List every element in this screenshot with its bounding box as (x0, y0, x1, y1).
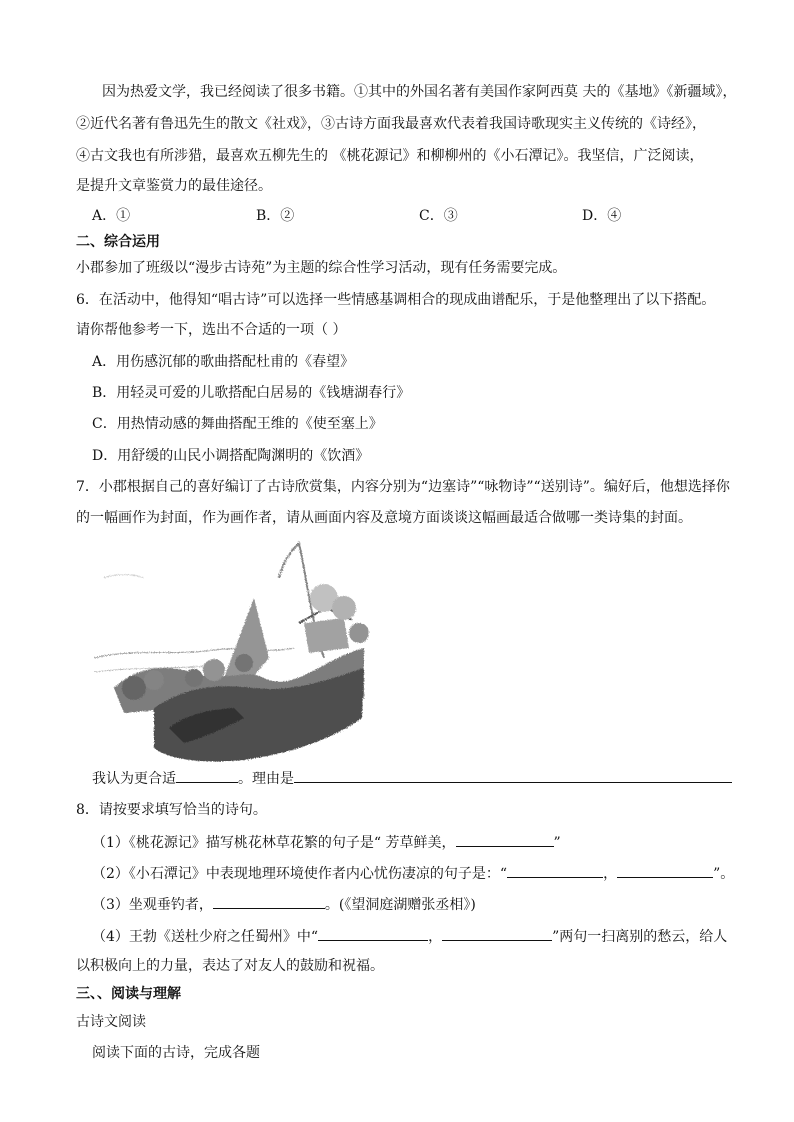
q5-option-d[interactable]: D．④ (582, 208, 622, 224)
q8-part-4-text: （4）王勃《送杜少府之任蜀州》中“ (92, 929, 319, 945)
passage-line-4: 是提升文章鉴赏力的最佳途径。 (76, 178, 272, 194)
q8-part-4-comma: ， (428, 929, 443, 945)
q5-option-b[interactable]: B．② (256, 208, 295, 224)
q6-option-c[interactable]: C．用热情动感的舞曲搭配王维的《使至塞上》 (92, 416, 383, 432)
q5-option-c[interactable]: C．③ (419, 208, 458, 224)
passage-line-1: 因为热爱文学，我已经阅读了很多书籍。①其中的外国名著有美国作家阿西莫 夫的《基地》《新疆域》， (102, 84, 737, 100)
q6-option-a[interactable]: A．用伤感沉郁的歌曲搭配杜甫的《春望》 (92, 354, 355, 370)
q6-option-b[interactable]: B．用轻灵可爱的儿歌搭配白居易的《钱塘湖春行》 (92, 385, 411, 401)
q7-answer-label: 我认为更合适 (92, 771, 176, 787)
q8-part-1-end: ” (553, 835, 561, 851)
q8-part-2-comma: ， (603, 866, 618, 882)
q8-part-2-blank-1[interactable] (507, 863, 603, 878)
section-3-instruction: 阅读下面的古诗，完成各题 (92, 1045, 260, 1061)
q7-line-1: 7．小郡根据自己的喜好编订了古诗欣赏集，内容分别为“边塞诗”“咏物诗”“送别诗”。编好后，他想选择你 (76, 479, 730, 495)
q8-part-4-blank-1[interactable] (318, 926, 428, 941)
q6-line-2: 请你帮他参考一下，选出不合适的一项（ ） (76, 322, 347, 338)
q8-part-4-line-2: 以积极向上的力量，表达了对友人的鼓励和祝福。 (76, 958, 384, 974)
section-2-intro: 小郡参加了班级以“漫步古诗苑”为主题的综合性学习活动，现有任务需要完成。 (76, 260, 567, 276)
q8-part-3-text: （3）坐观垂钓者， (92, 897, 213, 913)
section-3-heading: 三、、阅读与理解 (76, 986, 181, 1002)
q8-part-1 (92, 832, 561, 853)
q8-part-2-text: （2）《小石潭记》中表现地理环境使作者内心忧伤凄凉的句子是：“ (92, 866, 508, 882)
passage-line-2: ②近代名著有鲁迅先生的散文《社戏》，③古诗方面我最喜欢代表着我国诗歌现实主义传统的《诗经》， (76, 116, 706, 132)
q6-line-1: 6．在活动中，他得知“唱古诗”可以选择一些情感基调相合的现成曲谱配乐，于是他整理出了以下搭配。 (76, 292, 716, 308)
section-3-subheading: 古诗文阅读 (76, 1014, 146, 1030)
q6-option-d[interactable]: D．用舒缓的山民小调搭配陶渊明的《饮酒》 (92, 448, 370, 464)
q8-part-2-end: ”。 (713, 866, 735, 882)
q8-part-4-cont: ”两句一扫离别的愁云，给人 (552, 929, 728, 945)
q8-part-3-blank[interactable] (213, 894, 325, 909)
q5-option-a[interactable]: A．① (92, 208, 131, 224)
q8-part-1-blank[interactable] (456, 832, 554, 847)
q7-reason-blank[interactable] (294, 768, 732, 783)
q7-answer-blank-1[interactable] (176, 768, 238, 783)
landscape-painting-image (94, 538, 384, 766)
q8-part-2-blank-2[interactable] (617, 863, 713, 878)
q8-heading: 8．请按要求填写恰当的诗句。 (76, 802, 267, 818)
q8-part-3-source: 。(《望洞庭湖赠张丞相》) (324, 897, 476, 913)
q8-part-4-blank-2[interactable] (442, 926, 552, 941)
q7-reason-label: 。理由是 (238, 771, 294, 787)
q8-part-2 (92, 863, 734, 884)
q8-part-1-text: （1）《桃花源记》描写桃花林草花繁的句子是“ 芳草鲜美， (92, 835, 456, 851)
q8-part-3 (92, 894, 476, 915)
passage-line-3: ④古文我也有所涉猎，最喜欢五柳先生的 《桃花源记》和柳柳州的《小石潭记》。我坚信，广泛阅读， (76, 148, 704, 164)
q7-line-2: 的一幅画作为封面，作为画作者，请从画面内容及意境方面谈谈这幅画最适合做哪一类诗集的封面。 (76, 510, 692, 526)
q8-part-4 (92, 926, 727, 947)
q7-answer-line (92, 768, 732, 789)
section-2-heading: 二、综合运用 (76, 234, 160, 250)
